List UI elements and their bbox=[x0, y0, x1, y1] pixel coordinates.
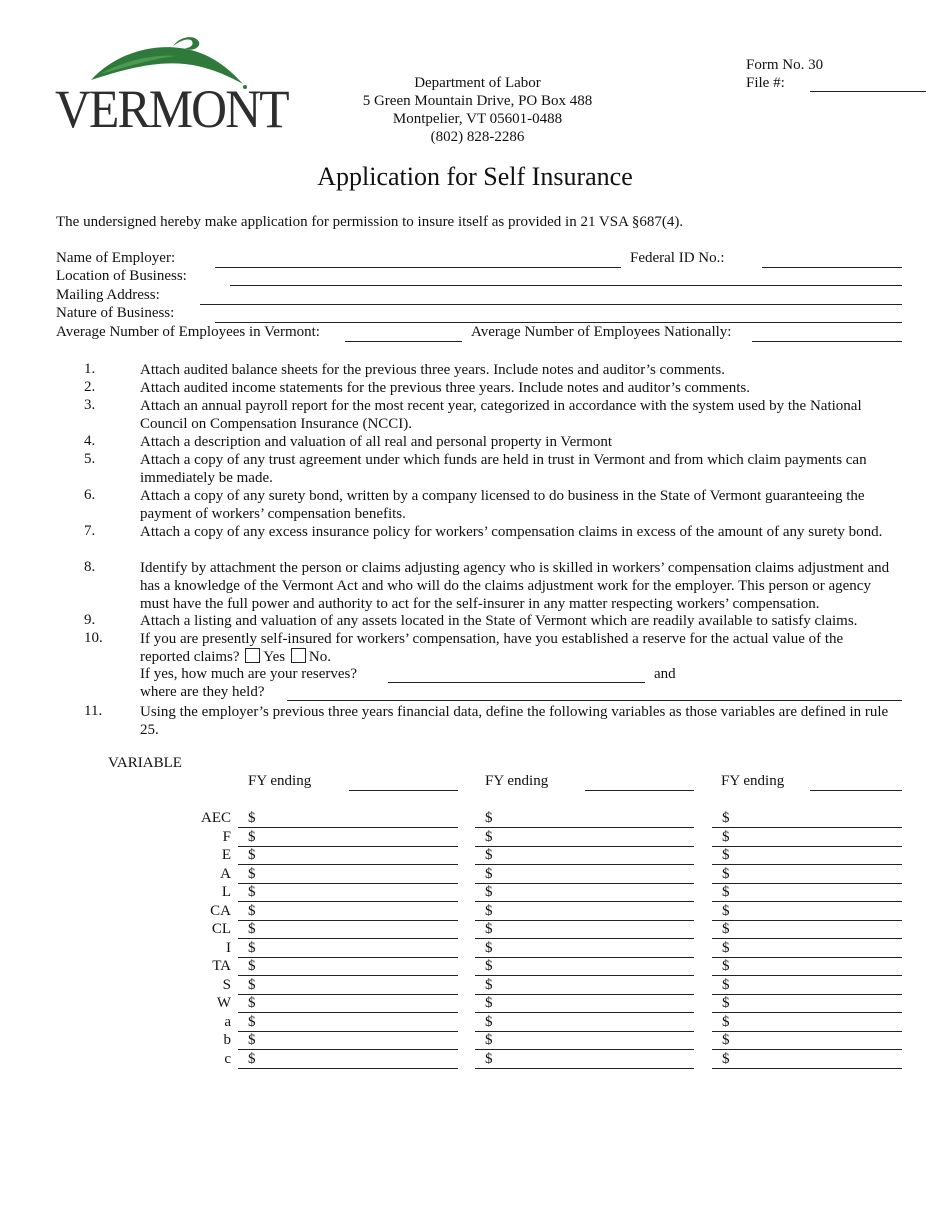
item-text: Attach an annual payroll report for the most recent year, categorized in accordance with the system used by the National Council on Compensation Insurance (NCCI). bbox=[140, 398, 862, 432]
amount-field[interactable] bbox=[712, 901, 902, 902]
item-number: 11. bbox=[84, 703, 103, 719]
currency-symbol: $ bbox=[722, 829, 730, 845]
currency-symbol: $ bbox=[485, 1014, 493, 1030]
fy-ending-field[interactable] bbox=[349, 790, 458, 791]
reserves-held-field[interactable] bbox=[287, 700, 902, 701]
amount-field[interactable] bbox=[238, 994, 458, 995]
currency-symbol: $ bbox=[485, 921, 493, 937]
amount-field[interactable] bbox=[712, 846, 902, 847]
amount-field[interactable] bbox=[238, 975, 458, 976]
currency-symbol: $ bbox=[722, 977, 730, 993]
employees-vt-label: Average Number of Employees in Vermont: bbox=[56, 324, 320, 340]
item-number: 1. bbox=[84, 361, 96, 377]
item-number: 10. bbox=[84, 630, 103, 646]
currency-symbol: $ bbox=[248, 958, 256, 974]
amount-field[interactable] bbox=[238, 846, 458, 847]
amount-field[interactable] bbox=[712, 883, 902, 884]
amount-field[interactable] bbox=[475, 1068, 694, 1069]
item-text: Attach a description and valuation of all real and personal property in Vermont bbox=[140, 434, 613, 450]
fy-ending-label: FY ending bbox=[721, 773, 785, 789]
item-text: Attach a copy of any trust agreement under which funds are held in trust in Vermont and from which claim payments can immediately be made. bbox=[140, 452, 867, 486]
currency-symbol: $ bbox=[485, 903, 493, 919]
currency-symbol: $ bbox=[248, 810, 256, 826]
item-number: 5. bbox=[84, 451, 96, 467]
currency-symbol: $ bbox=[722, 1051, 730, 1067]
variable-label: L bbox=[221, 884, 231, 900]
amount-field[interactable] bbox=[238, 957, 458, 958]
variable-label: S bbox=[222, 977, 231, 993]
variable-label: AEC bbox=[201, 810, 231, 826]
currency-symbol: $ bbox=[248, 1032, 256, 1048]
currency-symbol: $ bbox=[248, 847, 256, 863]
variable-label: CA bbox=[210, 903, 231, 919]
reserves-held-label: where are they held? bbox=[140, 684, 265, 700]
item-number: 7. bbox=[84, 523, 96, 539]
reserve-question bbox=[140, 648, 331, 666]
federal-id-field[interactable] bbox=[762, 267, 902, 268]
currency-symbol: $ bbox=[485, 1051, 493, 1067]
mailing-address-field[interactable] bbox=[200, 304, 902, 305]
amount-field[interactable] bbox=[712, 864, 902, 865]
department-address-line1: 5 Green Mountain Drive, PO Box 488 bbox=[362, 93, 593, 109]
variable-label: A bbox=[220, 866, 231, 882]
amount-field[interactable] bbox=[475, 920, 694, 921]
variable-label: c bbox=[224, 1051, 231, 1067]
variable-header: VARIABLE bbox=[108, 755, 182, 771]
currency-symbol: $ bbox=[722, 995, 730, 1011]
currency-symbol: $ bbox=[248, 977, 256, 993]
currency-symbol: $ bbox=[248, 1014, 256, 1030]
page-title: Application for Self Insurance bbox=[317, 162, 633, 191]
file-number-field[interactable] bbox=[810, 91, 926, 92]
department-address bbox=[340, 74, 615, 146]
amount-field[interactable] bbox=[238, 864, 458, 865]
location-field[interactable] bbox=[230, 285, 902, 286]
currency-symbol: $ bbox=[485, 810, 493, 826]
department-name: Department of Labor bbox=[414, 75, 541, 91]
amount-field[interactable] bbox=[238, 1012, 458, 1013]
currency-symbol: $ bbox=[485, 940, 493, 956]
vermont-logo bbox=[55, 34, 288, 144]
currency-symbol: $ bbox=[722, 847, 730, 863]
currency-symbol: $ bbox=[485, 829, 493, 845]
currency-symbol: $ bbox=[248, 884, 256, 900]
amount-field[interactable] bbox=[475, 957, 694, 958]
amount-field[interactable] bbox=[712, 938, 902, 939]
and-label: and bbox=[654, 666, 676, 682]
amount-field[interactable] bbox=[712, 827, 902, 828]
currency-symbol: $ bbox=[722, 1032, 730, 1048]
variable-label: TA bbox=[212, 958, 231, 974]
item-text: Attach a copy of any excess insurance policy for workers’ compensation claims in excess of the amount of any surety bond. bbox=[140, 524, 883, 540]
fy-ending-label: FY ending bbox=[248, 773, 312, 789]
reserves-amount-field[interactable] bbox=[388, 682, 645, 683]
variable-label: E bbox=[221, 847, 231, 863]
item-number: 9. bbox=[84, 612, 96, 628]
amount-field[interactable] bbox=[475, 1049, 694, 1050]
variable-label: W bbox=[216, 995, 231, 1011]
variable-label: a bbox=[224, 1014, 231, 1030]
amount-field[interactable] bbox=[712, 1068, 902, 1069]
fy-ending-field[interactable] bbox=[585, 790, 694, 791]
amount-field[interactable] bbox=[475, 846, 694, 847]
variable-label: I bbox=[226, 940, 231, 956]
item-text: If you are presently self-insured for workers’ compensation, have you established a reserve for the actual value of the bbox=[140, 631, 844, 647]
currency-symbol: $ bbox=[485, 866, 493, 882]
currency-symbol: $ bbox=[248, 1051, 256, 1067]
amount-field[interactable] bbox=[475, 864, 694, 865]
location-label: Location of Business: bbox=[56, 268, 187, 284]
no-checkbox[interactable] bbox=[291, 648, 306, 663]
currency-symbol: $ bbox=[722, 1014, 730, 1030]
amount-field[interactable] bbox=[712, 975, 902, 976]
form-number: Form No. 30 bbox=[746, 57, 824, 73]
currency-symbol: $ bbox=[248, 995, 256, 1011]
currency-symbol: $ bbox=[485, 847, 493, 863]
file-number-label: File #: bbox=[746, 75, 785, 91]
item-number: 6. bbox=[84, 487, 96, 503]
currency-symbol: $ bbox=[485, 977, 493, 993]
fy-ending-label: FY ending bbox=[485, 773, 549, 789]
currency-symbol: $ bbox=[248, 866, 256, 882]
item-text: Attach audited balance sheets for the previous three years. Include notes and auditor’s comments. bbox=[140, 362, 725, 378]
nature-of-business-field[interactable] bbox=[215, 322, 902, 323]
amount-field[interactable] bbox=[238, 901, 458, 902]
intro-statement: The undersigned hereby make application for permission to insure itself as provided in 21 VSA §687(4). bbox=[56, 214, 684, 230]
item-number: 2. bbox=[84, 379, 96, 395]
currency-symbol: $ bbox=[248, 940, 256, 956]
amount-field[interactable] bbox=[475, 1012, 694, 1013]
currency-symbol: $ bbox=[722, 810, 730, 826]
federal-id-label: Federal ID No.: bbox=[630, 250, 725, 266]
amount-field[interactable] bbox=[238, 938, 458, 939]
item-text: Attach audited income statements for the previous three years. Include notes and auditor’s comments. bbox=[140, 380, 750, 396]
amount-field[interactable] bbox=[475, 901, 694, 902]
item-number: 3. bbox=[84, 397, 96, 413]
reserves-amount-label: If yes, how much are your reserves? bbox=[140, 666, 357, 682]
amount-field[interactable] bbox=[712, 920, 902, 921]
yes-checkbox[interactable] bbox=[245, 648, 260, 663]
currency-symbol: $ bbox=[722, 903, 730, 919]
amount-field[interactable] bbox=[475, 975, 694, 976]
reported-claims-label: reported claims? bbox=[140, 649, 240, 665]
amount-field[interactable] bbox=[712, 1049, 902, 1050]
yes-label: Yes bbox=[263, 649, 286, 665]
amount-field[interactable] bbox=[238, 1049, 458, 1050]
fy-ending-field[interactable] bbox=[810, 790, 902, 791]
amount-field[interactable] bbox=[712, 1012, 902, 1013]
currency-symbol: $ bbox=[248, 903, 256, 919]
department-phone: (802) 828-2286 bbox=[430, 129, 525, 145]
variable-label: CL bbox=[211, 921, 231, 937]
department-address-line2: Montpelier, VT 05601-0488 bbox=[392, 111, 563, 127]
item-number: 8. bbox=[84, 559, 96, 575]
currency-symbol: $ bbox=[722, 866, 730, 882]
amount-field[interactable] bbox=[475, 994, 694, 995]
amount-field[interactable] bbox=[238, 920, 458, 921]
currency-symbol: $ bbox=[485, 995, 493, 1011]
logo-wordmark: VERMONT bbox=[55, 79, 288, 139]
variable-label: b bbox=[223, 1032, 231, 1048]
currency-symbol: $ bbox=[485, 958, 493, 974]
amount-field[interactable] bbox=[238, 827, 458, 828]
amount-field[interactable] bbox=[475, 883, 694, 884]
amount-field[interactable] bbox=[475, 827, 694, 828]
item-text: Using the employer’s previous three years financial data, define the following variables as those variables are defined in rule 25. bbox=[140, 704, 889, 738]
currency-symbol: $ bbox=[248, 829, 256, 845]
no-label: No. bbox=[308, 649, 331, 665]
employer-name-label: Name of Employer: bbox=[56, 250, 176, 266]
currency-symbol: $ bbox=[722, 921, 730, 937]
amount-field[interactable] bbox=[238, 883, 458, 884]
item-text: Attach a copy of any surety bond, written by a company licensed to do business in the State of Vermont guaranteeing the payment of workers’ compensation benefits. bbox=[140, 488, 865, 522]
employees-national-field[interactable] bbox=[752, 341, 902, 342]
amount-field[interactable] bbox=[712, 1031, 902, 1032]
employees-vt-field[interactable] bbox=[345, 341, 462, 342]
amount-field[interactable] bbox=[712, 957, 902, 958]
currency-symbol: $ bbox=[248, 921, 256, 937]
currency-symbol: $ bbox=[722, 940, 730, 956]
employees-national-label: Average Number of Employees Nationally: bbox=[471, 324, 732, 340]
mailing-address-label: Mailing Address: bbox=[56, 287, 160, 303]
currency-symbol: $ bbox=[485, 884, 493, 900]
amount-field[interactable] bbox=[712, 994, 902, 995]
nature-of-business-label: Nature of Business: bbox=[56, 305, 175, 321]
amount-field[interactable] bbox=[238, 1031, 458, 1032]
amount-field[interactable] bbox=[475, 1031, 694, 1032]
currency-symbol: $ bbox=[722, 884, 730, 900]
variable-label: F bbox=[222, 829, 231, 845]
currency-symbol: $ bbox=[485, 1032, 493, 1048]
amount-field[interactable] bbox=[238, 1068, 458, 1069]
item-text: Attach a listing and valuation of any assets located in the State of Vermont which are readily available to satisfy claims. bbox=[140, 613, 858, 629]
currency-symbol: $ bbox=[722, 958, 730, 974]
employer-name-field[interactable] bbox=[215, 267, 621, 268]
amount-field[interactable] bbox=[475, 938, 694, 939]
item-number: 4. bbox=[84, 433, 96, 449]
item-text: Identify by attachment the person or claims adjusting agency who is skilled in workers’ compensation claims adjustment and has a knowledge of the Vermont Act and who will do the claims adjustment work for the employer. This person or agency must have the full power and authority to act for the self-insurer in any matter respecting workers’ compensation. bbox=[140, 560, 890, 612]
